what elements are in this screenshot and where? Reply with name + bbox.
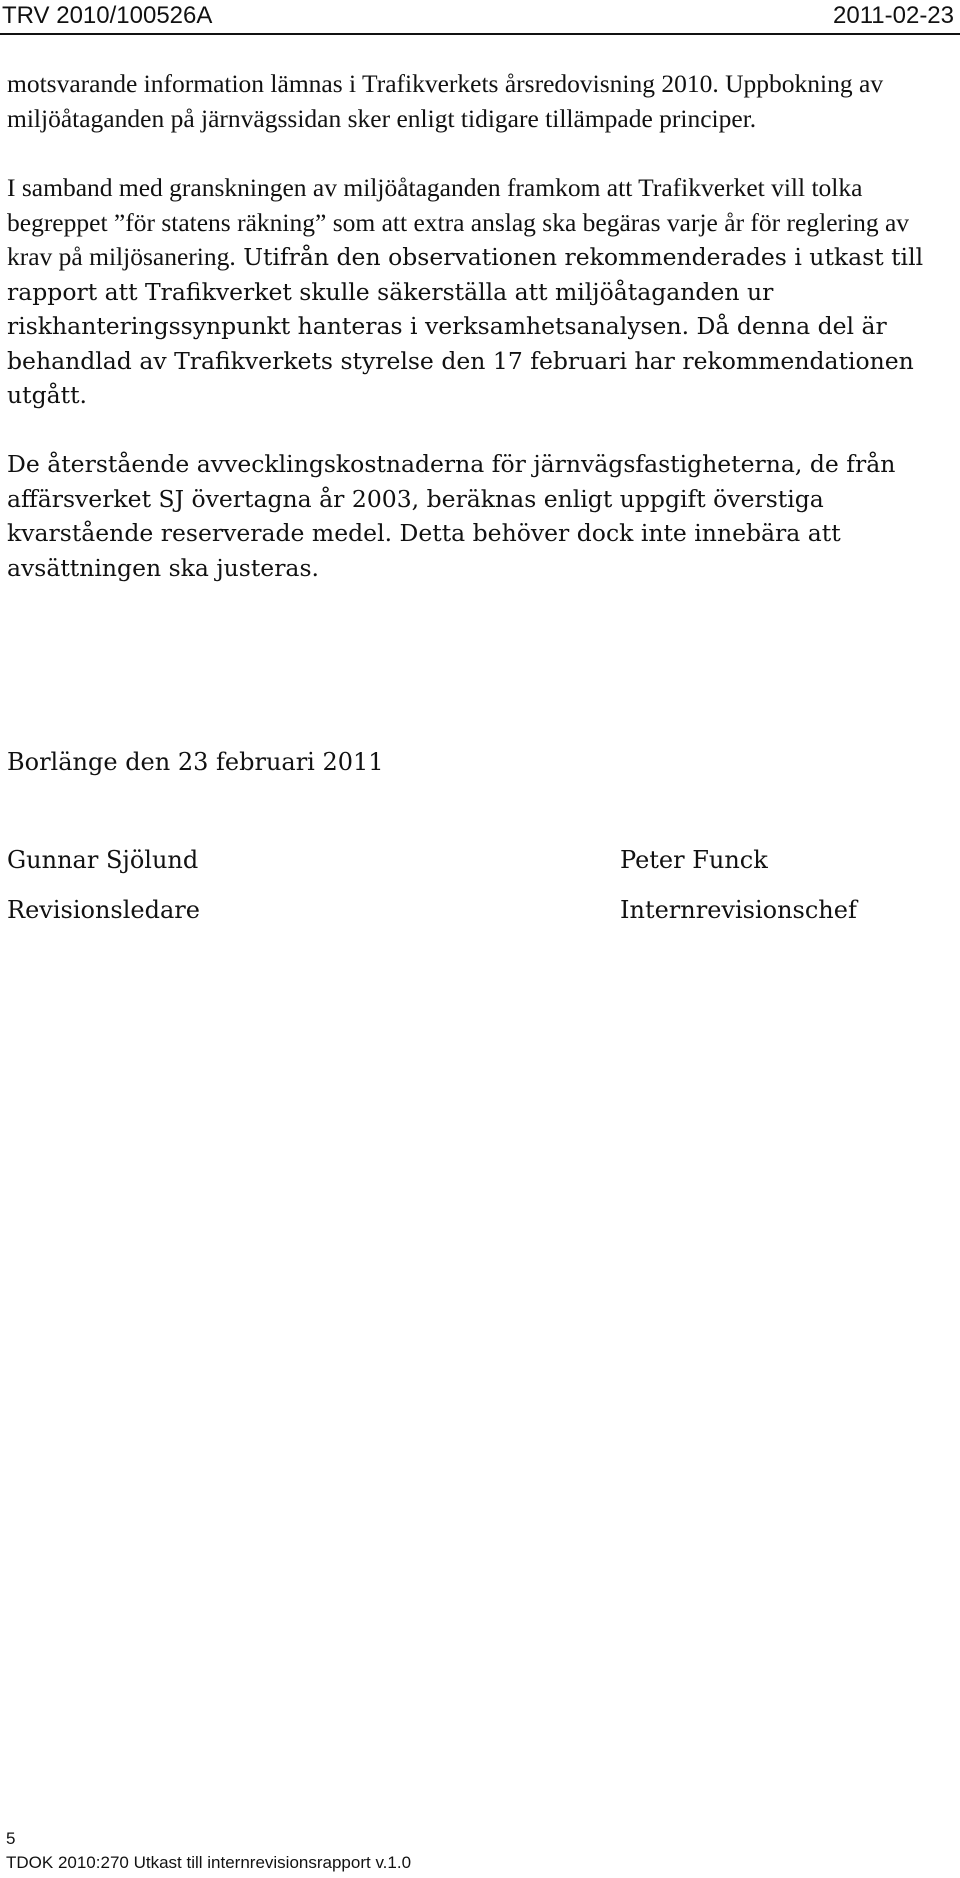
- signature-place-date: Borlänge den 23 februari 2011: [7, 748, 384, 776]
- signer-right-name: Peter Funck: [620, 846, 768, 874]
- signer-right-title: Internrevisionschef: [620, 896, 857, 924]
- document-id: TRV 2010/100526A: [2, 2, 213, 29]
- footer-template-id: TDOK 2010:270 Utkast till internrevisionsrapport v.1.0: [6, 1853, 412, 1872]
- paragraph-environmental-commitments-part1: I samband med granskningen av miljöåtaganden framkom att Trafikverket vill tolka begreppet ”för statens räkning” som att extra anslag ska begäras varje år för reglering av krav på miljösanering.: [7, 173, 910, 271]
- page-number: 5: [6, 1829, 16, 1848]
- page-header: [0, 0, 960, 34]
- header-divider: [0, 33, 960, 35]
- signer-left-title: Revisionsledare: [7, 896, 200, 924]
- paragraph-decommissioning-costs: De återstående avvecklingskostnaderna för järnvägsfastigheterna, de från affärsverket SJ övertagna år 2003, beräknas enligt uppgift överstiga kvarstående reserverade medel. Detta behöver dock inte innebära att avsättningen ska justeras.: [7, 450, 896, 582]
- document-date: 2011-02-23: [833, 2, 954, 29]
- paragraph-environmental-commitments-part2: Utifrån den observationen rekommenderades i utkast till rapport att Trafikverket skulle säkerställa att miljöåtaganden ur riskhanteringssynpunkt hanteras i verksamhetsanalysen. Då denna del är behandlad av Trafikverkets styrelse den 17 februari har rekommendationen utgått.: [7, 243, 924, 409]
- paragraph-environmental-commitments: [7, 171, 952, 413]
- signer-left-name: Gunnar Sjölund: [7, 846, 199, 874]
- paragraph-reporting: motsvarande information lämnas i Trafikverkets årsredovisning 2010. Uppbokning av miljöåtaganden på järnvägssidan sker enligt tidigare tillämpade principer.: [7, 69, 884, 133]
